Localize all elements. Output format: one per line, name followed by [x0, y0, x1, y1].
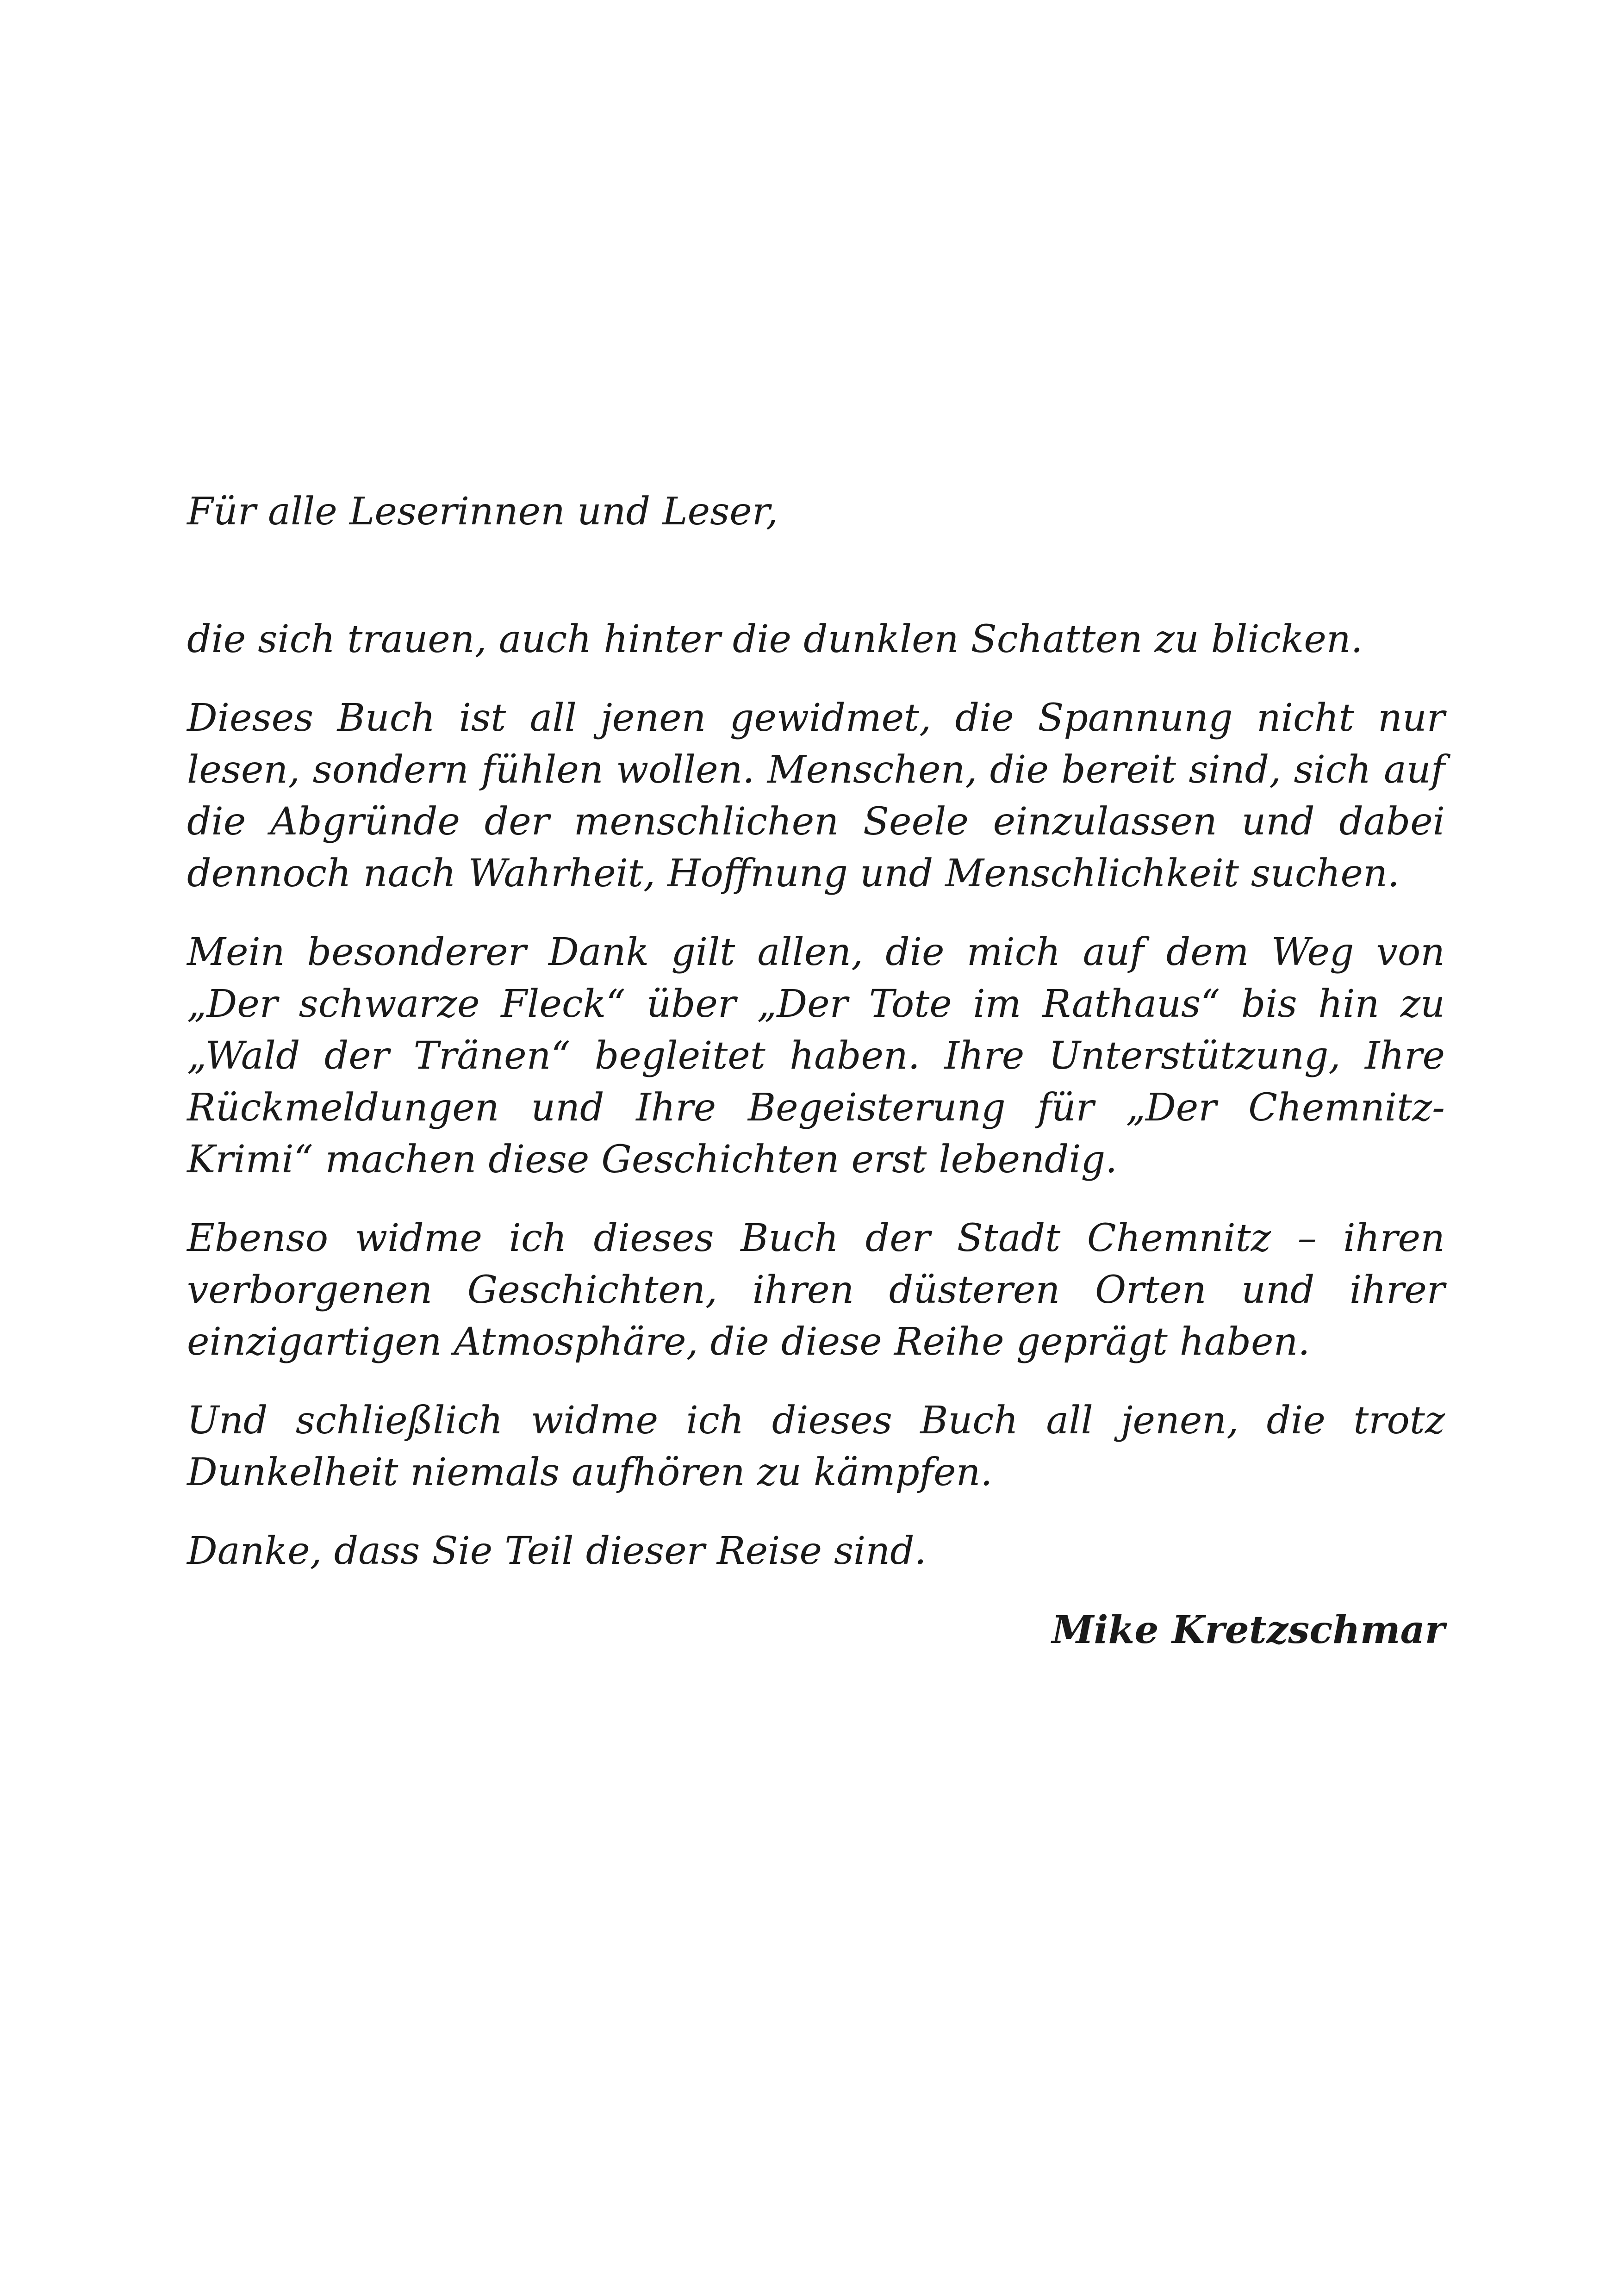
dedication-text — [187, 486, 1445, 1656]
dedication-paragraph: Mein besonderer Dank gilt allen, die mich auf dem Weg von „Der schwarze Fleck“ über „Der Tote im Rathaus“ bis hin zu „Wald der Tränen“ begleitet haben. Ihre Unterstützung, Ihre Rückmeldungen und Ihre Begeisterung für „Der Chemnitz-Krimi“ machen diese Geschichten erst lebendig. — [187, 930, 1445, 1182]
dedication-paragraph: Ebenso widme ich dieses Buch der Stadt Chemnitz – ihren verborgenen Geschichten, ihren düsteren Orten und ihrer einzigartigen Atmosphäre, die diese Reihe geprägt haben. — [187, 1216, 1445, 1364]
dedication-paragraph: Danke, dass Sie Teil dieser Reise sind. — [187, 1529, 927, 1573]
dedication-paragraph: die sich trauen, auch hinter die dunklen Schatten zu blicken. — [187, 617, 1363, 661]
dedication-paragraph: Dieses Buch ist all jenen gewidmet, die Spannung nicht nur lesen, sondern fühlen wollen. Menschen, die bereit sind, sich auf die Abgründe der menschlichen Seele einzulassen und dabei dennoch nach Wahrheit, Hoffnung und Menschlichkeit suchen. — [187, 696, 1445, 896]
dedication-paragraph: Und schließlich widme ich dieses Buch all jenen, die trotz Dunkelheit niemals aufhören zu kämpfen. — [187, 1399, 1445, 1494]
dedication-salutation: Für alle Leserinnen und Leser, — [187, 490, 778, 534]
author-signature: Mike Kretzschmar — [1052, 1608, 1445, 1652]
